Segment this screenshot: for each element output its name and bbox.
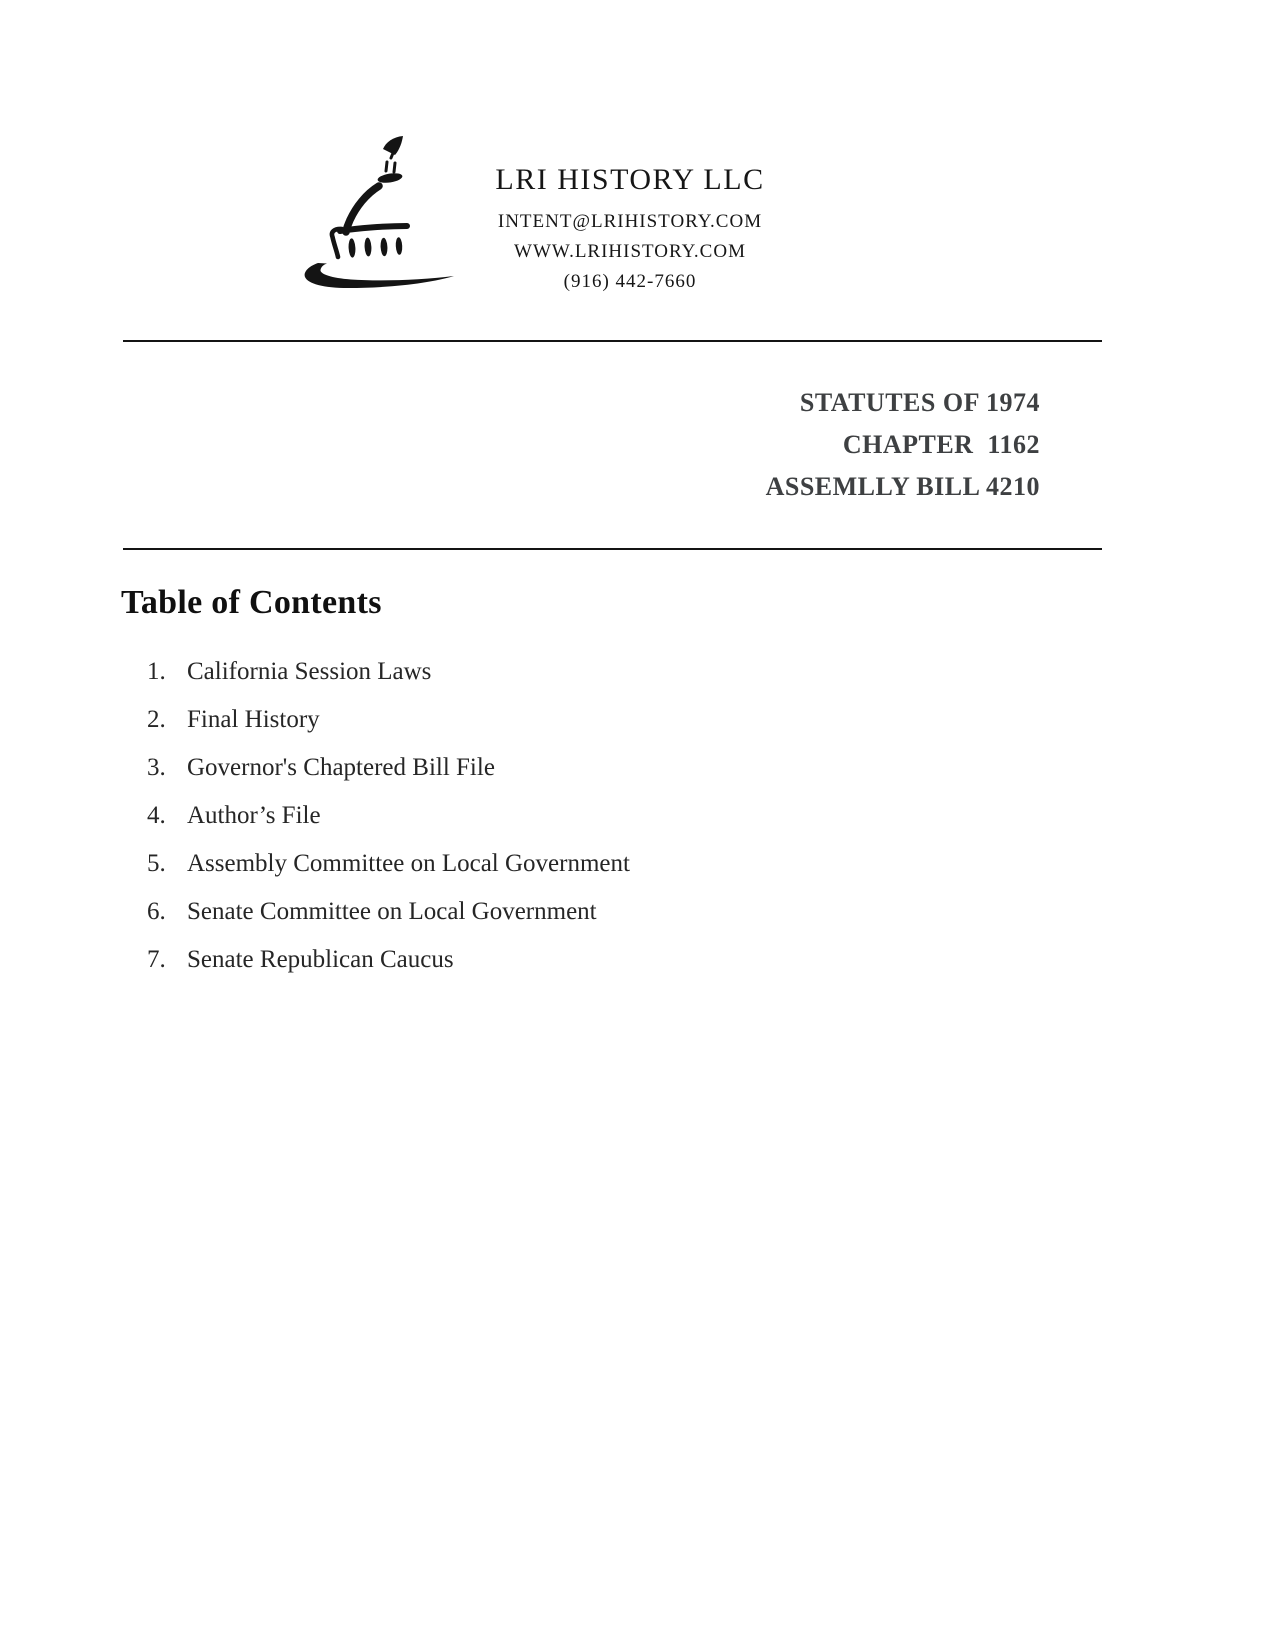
toc-item-number: 3. [147,754,166,781]
statutes-line: STATUTES OF 1974 [799,388,1040,417]
toc-item-number: 5. [147,850,166,877]
case-reference-block [766,382,1040,508]
toc-item-label: Governor's Chaptered Bill File [187,754,495,781]
toc-item-number: 6. [147,898,166,925]
company-email: INTENT@LRIHISTORY.COM [497,211,763,232]
toc-title: Table of Contents [121,584,382,621]
company-phone: (916) 442-7660 [563,271,697,292]
toc-item [147,899,630,925]
toc-item-label: Final History [187,706,320,733]
toc-item-label: Author’s File [187,802,321,829]
chapter-line: CHAPTER 1162 [842,430,1040,459]
toc-item-number: 1. [147,658,166,685]
toc-list [147,659,630,995]
toc-item-label: California Session Laws [187,658,432,685]
company-website: WWW.LRIHISTORY.COM [514,241,746,262]
bill-line: ASSEMLLY BILL 4210 [765,472,1040,501]
toc-item [147,803,630,829]
toc-item-number: 2. [147,706,166,733]
toc-item [147,851,630,877]
toc-item [147,755,630,781]
toc-item-label: Senate Republican Caucus [187,946,454,973]
company-name: LRI HISTORY LLC [495,163,765,196]
horizontal-rule-bottom [123,548,1102,550]
letterhead [428,162,832,297]
toc-item [147,947,630,973]
toc-item [147,659,630,685]
toc-item-label: Senate Committee on Local Government [187,898,597,925]
toc-item-number: 7. [147,946,166,973]
toc-item [147,707,630,733]
toc-item-number: 4. [147,802,166,829]
toc-item-label: Assembly Committee on Local Government [187,850,630,877]
horizontal-rule-top [123,340,1102,342]
